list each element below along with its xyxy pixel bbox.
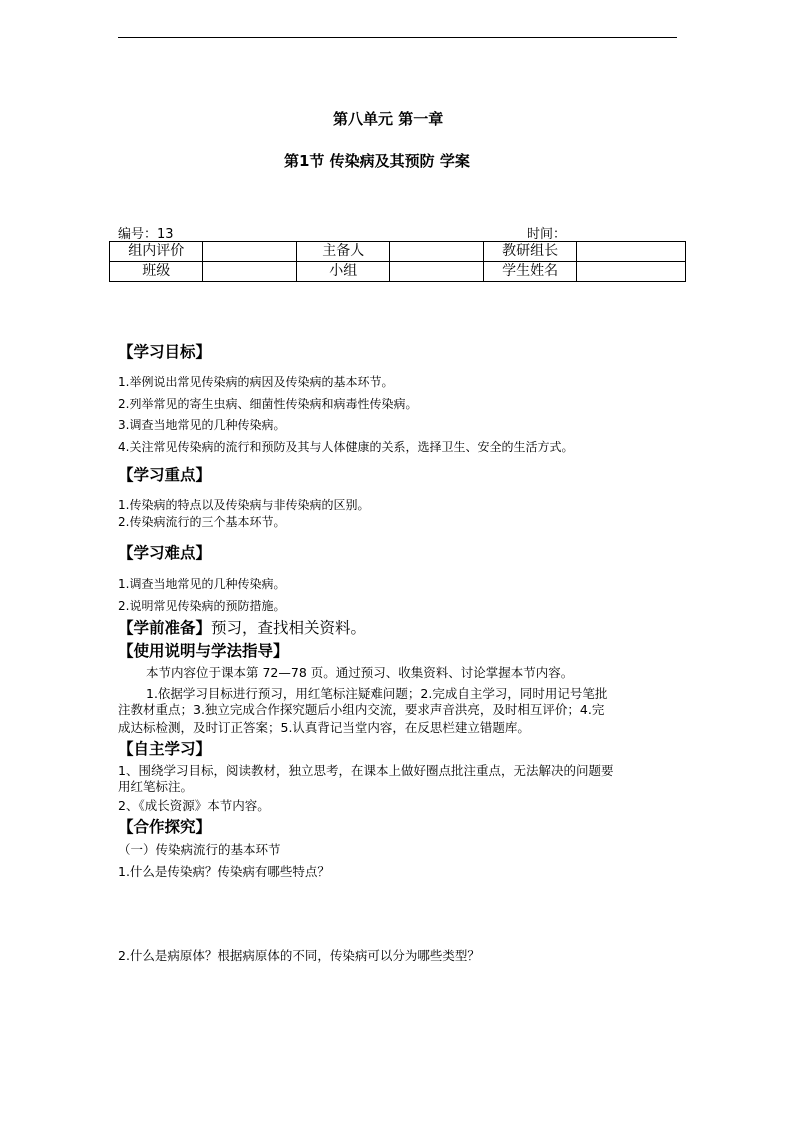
goals-heading: 【学习目标】 (118, 343, 212, 361)
question-1: 1.什么是传染病？传染病有哪些特点？ (118, 864, 330, 879)
info-table (109, 241, 686, 282)
preparation-line (118, 616, 366, 638)
list-item: 4.关注常见传染病的流行和预防及其与人体健康的关系，选择卫生、安全的生活方式。 (118, 440, 574, 454)
table-cell-blank[interactable] (203, 242, 296, 262)
cooperation-subheading: （一）传染病流行的基本环节 (118, 842, 281, 857)
self-study-heading: 【自主学习】 (118, 740, 212, 758)
question-2: 2.什么是病原体？根据病原体的不同，传染病可以分为哪些类型？ (118, 948, 480, 963)
key-points-heading: 【学习重点】 (118, 466, 212, 484)
doc-time: 时间： (527, 227, 567, 242)
table-cell-blank[interactable] (203, 262, 296, 282)
guide-line: 成达标检测，及时订正答案；5.认真背记当堂内容，在反思栏建立错题库。 (118, 720, 530, 735)
table-cell: 主备人 (296, 242, 389, 262)
list-item: 1.调查当地常见的几种传染病。 (118, 577, 286, 591)
guide-line: 1.依据学习目标进行预习，用红笔标注疑难问题；2.完成自主学习，同时用记号笔批 (146, 686, 608, 701)
cooperation-heading: 【合作探究】 (118, 818, 212, 836)
difficulties-heading: 【学习难点】 (118, 544, 212, 562)
guide-line: 注教材重点；3.独立完成合作探究题后小组内交流，要求声音洪亮，及时相互评价；4.完 (118, 702, 605, 717)
list-item: 2.传染病流行的三个基本环节。 (118, 515, 286, 529)
header-rule (118, 37, 677, 38)
doc-number: 编号：13 (118, 227, 174, 242)
table-cell: 班级 (110, 262, 203, 282)
table-cell-blank[interactable] (390, 262, 483, 282)
table-cell-blank[interactable] (577, 242, 686, 262)
list-item: 1.举例说出常见传染病的病因及传染病的基本环节。 (118, 375, 394, 389)
table-cell-blank[interactable] (577, 262, 686, 282)
list-item: 2.说明常见传染病的预防措施。 (118, 599, 286, 613)
list-item: 1.传染病的特点以及传染病与非传染病的区别。 (118, 498, 370, 512)
guide-heading: 【使用说明与学法指导】 (118, 642, 289, 660)
table-row (110, 242, 686, 262)
unit-title: 第八单元 第一章 (333, 110, 444, 128)
table-cell-blank[interactable] (390, 242, 483, 262)
self-study-line: 1、围绕学习目标，阅读教材，独立思考，在课本上做好圈点批注重点，无法解决的问题要 (118, 763, 614, 778)
table-cell: 组内评价 (110, 242, 203, 262)
self-study-line: 2、《成长资源》本节内容。 (118, 798, 270, 813)
guide-line: 本节内容位于课本第 72—78 页。通过预习、收集资料、讨论掌握本节内容。 (146, 665, 574, 680)
table-cell: 小组 (296, 262, 389, 282)
table-cell: 教研组长 (483, 242, 576, 262)
preparation-text: 预习，查找相关资料。 (211, 619, 367, 637)
self-study-line: 用红笔标注。 (118, 779, 194, 794)
table-cell: 学生姓名 (483, 262, 576, 282)
table-row (110, 262, 686, 282)
list-item: 2.列举常见的寄生虫病、细菌性传染病和病毒性传染病。 (118, 397, 418, 411)
preparation-heading: 【学前准备】 (118, 619, 212, 637)
page-title: 第1节 传染病及其预防 学案 (284, 152, 470, 170)
list-item: 3.调查当地常见的几种传染病。 (118, 418, 286, 432)
